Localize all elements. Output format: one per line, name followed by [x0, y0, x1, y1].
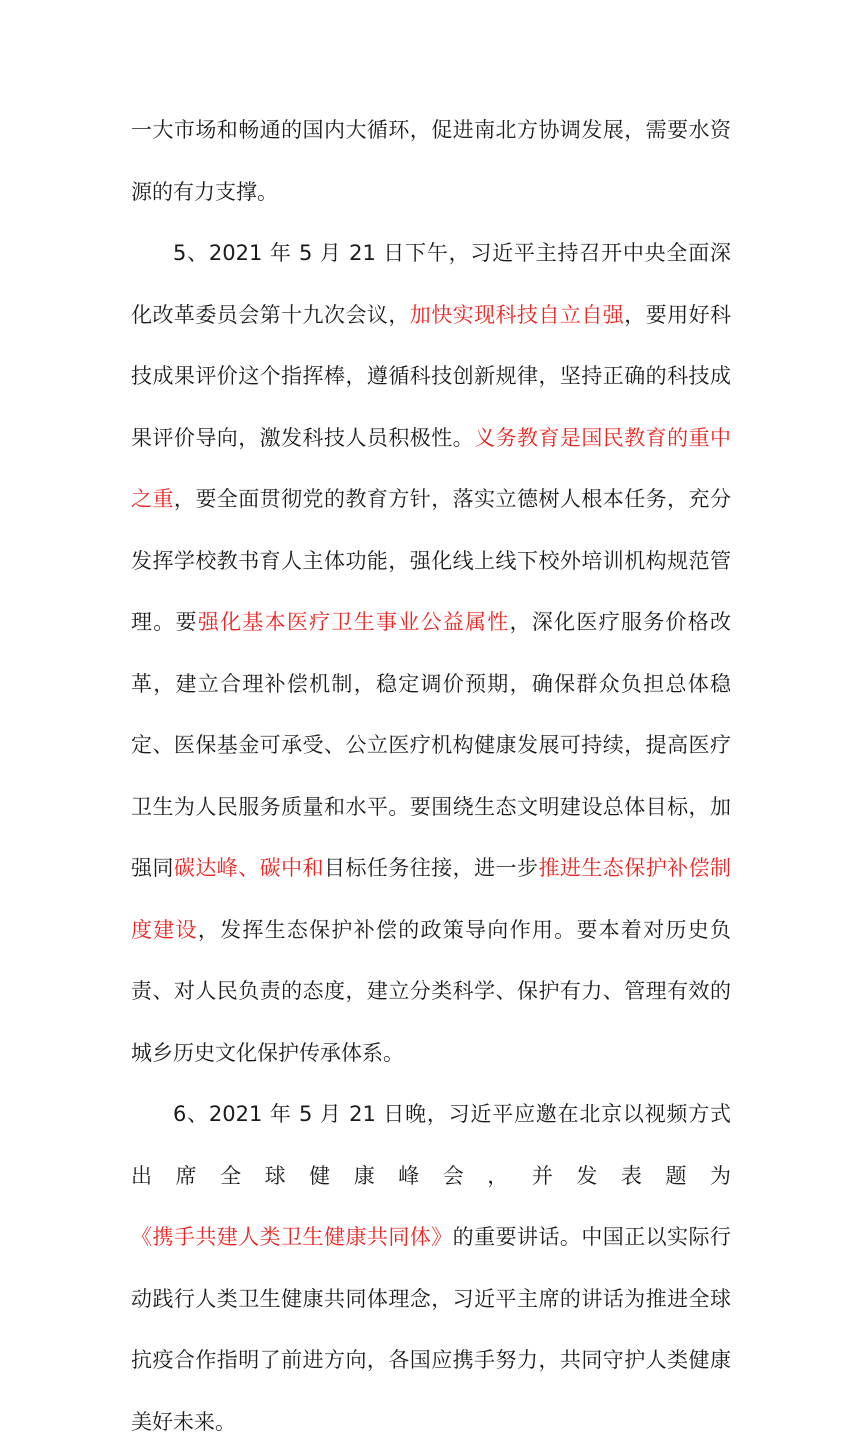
text-run: ，要全面贯彻党的教育方针，落实立德树人根本任务，充分发挥学校教书育人主体功能，强化线上线下校外培训机构规范管理。要: [131, 487, 731, 634]
highlighted-phrase: 加快实现科技自立自强: [409, 302, 625, 327]
text-run: 一大市场和畅通的国内大循环，促进南北方协调发展，需要水资源的有力支撑。: [131, 118, 731, 204]
text-run: 5、2021 年 5 月 21 日下午，习近平主持召开中央全面深化改革委员会第十九次会议，: [131, 241, 731, 327]
paragraph-continuation: [131, 100, 731, 223]
text-run: ，要用好科技成果评价这个指挥棒，遵循科技创新规律，坚持正确的科技成果评价导向，激发科技人员积极性。: [131, 302, 732, 450]
highlighted-phrase: 义务教育是国民教育的重中之重: [131, 425, 732, 511]
highlighted-phrase: 碳达峰、碳中和: [173, 856, 325, 880]
text-run: 的重要讲话。中国正以实际行动践行人类卫生健康共同体理念，习近平主席的讲话为推进全球抗疫合作指明了前进方向，各国应携手努力，共同守护人类健康美好未来。: [131, 1225, 732, 1434]
body-text: [131, 100, 731, 1453]
text-run: 目标任务往接，进一步: [324, 856, 539, 880]
paragraph-item-6: [131, 1084, 731, 1453]
text-run: ，深化医疗服务价格改革，建立合理补偿机制，稳定调价预期，确保群众负担总体稳定、医保基金可承受、公立医疗机构健康发展可持续，提高医疗卫生为人民服务质量和水平。要围绕生态文明建设总体目标，加强同: [131, 610, 732, 880]
highlighted-phrase: 推进生态保护补偿制度建设: [131, 856, 732, 942]
paragraph-item-5: [131, 223, 731, 1084]
highlighted-phrase: 强化基本医疗卫生事业公益属性: [197, 610, 510, 634]
text-run: 6、2021 年 5 月 21 日晚，习近平应邀在北京以视频方式出席全球健康峰会，并发表题为: [131, 1102, 731, 1188]
text-run: ，发挥生态保护补偿的政策导向作用。要本着对历史负责、对人民负责的态度，建立分类科学、保护有力、管理有效的城乡历史文化保护传承体系。: [131, 917, 732, 1065]
highlighted-phrase: 《携手共建人类卫生健康共同体》: [131, 1225, 453, 1249]
